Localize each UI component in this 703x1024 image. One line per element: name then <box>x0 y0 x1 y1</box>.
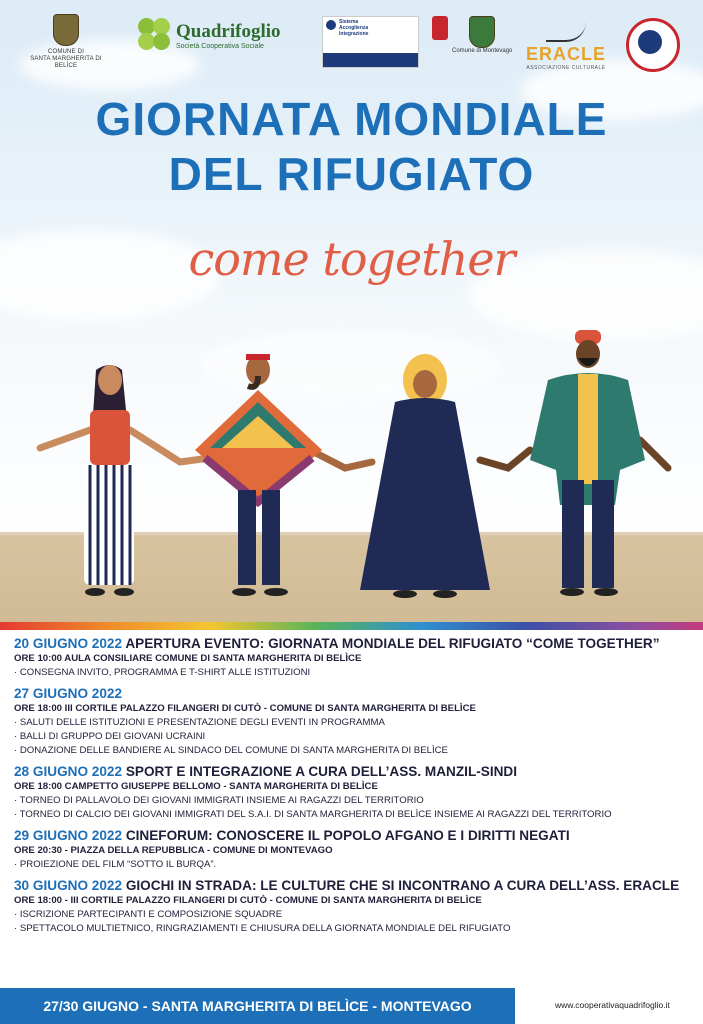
eracle-figure-icon <box>546 20 586 42</box>
quadrifoglio-subtitle: Società Cooperativa Sociale <box>176 42 264 50</box>
sai-text: Sistema Accoglienza Integrazione <box>339 19 369 37</box>
event-program <box>14 636 694 942</box>
event-date: 28 GIUGNO 2022 <box>14 764 123 779</box>
santa-margherita-caption: COMUNE DI SANTA MARGHERITA DI BELÌCE <box>30 49 102 69</box>
montevago-crest-icon <box>469 16 495 48</box>
clover-icon <box>138 18 172 52</box>
event-activity-item: · TORNEO DI CALCIO DEI GIOVANI IMMIGRATI DEL S.A.I. DI SANTA MARGHERITA DI BELÌCE INSIEME AI RAGAZZI DEL TERRITORIO <box>14 809 612 820</box>
event-activity-item: · DONAZIONE DELLE BANDIERE AL SINDACO DEL COMUNE DI SANTA MARGHERITA DI BELÌCE <box>14 745 448 756</box>
event-heading <box>14 686 694 702</box>
rainbow-divider <box>0 622 703 630</box>
event-activity-item: · SPETTACOLO MULTIETNICO, RINGRAZIAMENTI E CHIUSURA DELLA GIORNATA MONDIALE DEL RIFUGIATO <box>14 923 511 934</box>
coat-of-arms-icon <box>53 14 79 46</box>
montevago-logo <box>432 16 512 54</box>
figure-woman-long-hair <box>84 365 134 596</box>
event-time-place: ORE 10:00 AULA CONSILIARE COMUNE DI SANTA MARGHERITA DI BELÌCE <box>14 653 362 664</box>
event-headline: GIOCHI IN STRADA: LE CULTURE CHE SI INCONTRANO A CURA DELL’ASS. ERACLE <box>122 878 680 893</box>
eracle-name: ERACLE <box>526 44 607 64</box>
event-block <box>14 878 694 936</box>
website-link[interactable]: www.cooperativaquadrifoglio.it <box>555 1000 670 1010</box>
event-heading <box>14 636 694 652</box>
event-heading <box>14 878 694 894</box>
event-headline: APERTURA EVENTO: GIORNATA MONDIALE DEL RIFUGIATO “COME TOGETHER” <box>122 636 660 651</box>
event-block <box>14 686 694 758</box>
event-block <box>14 764 694 822</box>
montevago-caption: Comune di Montevago <box>452 48 513 54</box>
people-holding-hands-illustration <box>0 330 703 610</box>
event-activity-item: · BALLI DI GRUPPO DEI GIOVANI UCRAINI <box>14 731 206 742</box>
sports-club-badge-icon <box>626 18 680 72</box>
event-heading <box>14 828 694 844</box>
script-tagline: come together <box>188 232 515 286</box>
event-activity-item: · TORNEO DI PALLAVOLO DEI GIOVANI IMMIGRATI INSIEME AI RAGAZZI DEL TERRITORIO <box>14 795 424 806</box>
footer-banner: 27/30 GIUGNO - SANTA MARGHERITA DI BELÌCE - MONTEVAGO <box>0 988 515 1024</box>
quadrifoglio-title: Quadrifoglio <box>176 20 281 42</box>
event-activity-item: · PROIEZIONE DEL FILM “SOTTO IL BURQA”. <box>14 859 217 870</box>
event-block <box>14 828 694 872</box>
figure-man-jacket <box>530 330 645 596</box>
event-time-place: ORE 18:00 CAMPETTO GIUSEPPE BELLOMO - SANTA MARGHERITA DI BELÌCE <box>14 781 378 792</box>
quadrifoglio-logo <box>138 18 281 52</box>
event-time-place: ORE 18:00 - III CORTILE PALAZZO FILANGERI DI CUTÒ - COMUNE DI SANTA MARGHERITA DI BELÌCE <box>14 895 482 906</box>
event-activity-item: · CONSEGNA INVITO, PROGRAMMA E T-SHIRT ALLE ISTITUZIONI <box>14 667 311 678</box>
montevago-emblem-icon <box>432 16 448 40</box>
sponsor-logos <box>0 12 703 74</box>
event-activity-item: · SALUTI DELLE ISTITUZIONI E PRESENTAZIONE DEGLI EVENTI IN PROGRAMMA <box>14 717 385 728</box>
figure-man-poncho <box>195 354 322 596</box>
event-time-place: ORE 20:30 - PIAZZA DELLA REPUBBLICA - COMUNE DI MONTEVAGO <box>14 845 333 856</box>
event-activity-item: · ISCRIZIONE PARTECIPANTI E COMPOSIZIONE SQUADRE <box>14 909 283 920</box>
event-date: 27 GIUGNO 2022 <box>14 686 123 701</box>
event-heading <box>14 764 694 780</box>
sai-bar <box>323 53 418 67</box>
main-title-line2: DEL RIFUGIATO <box>168 148 535 200</box>
event-headline: SPORT E INTEGRAZIONE A CURA DELL’ASS. MANZIL-SINDI <box>122 764 518 779</box>
sai-dot-icon <box>326 20 336 30</box>
sai-logo <box>323 16 418 68</box>
event-time-place: ORE 18:00 III CORTILE PALAZZO FILANGERI DI CUTÒ - COMUNE DI SANTA MARGHERITA DI BELÌCE <box>14 703 476 714</box>
event-date: 20 GIUGNO 2022 <box>14 636 123 651</box>
event-block <box>14 636 694 680</box>
event-headline: CINEFORUM: CONOSCERE IL POPOLO AFGANO E I DIRITTI NEGATI <box>122 828 570 843</box>
event-date: 30 GIUGNO 2022 <box>14 878 123 893</box>
main-title-line1: GIORNATA MONDIALE <box>95 93 608 145</box>
figure-woman-hijab <box>360 354 490 598</box>
eracle-logo <box>526 20 606 71</box>
event-date: 29 GIUGNO 2022 <box>14 828 123 843</box>
eracle-subtitle: ASSOCIAZIONE CULTURALE <box>526 65 606 71</box>
santa-margherita-logo <box>26 14 106 70</box>
